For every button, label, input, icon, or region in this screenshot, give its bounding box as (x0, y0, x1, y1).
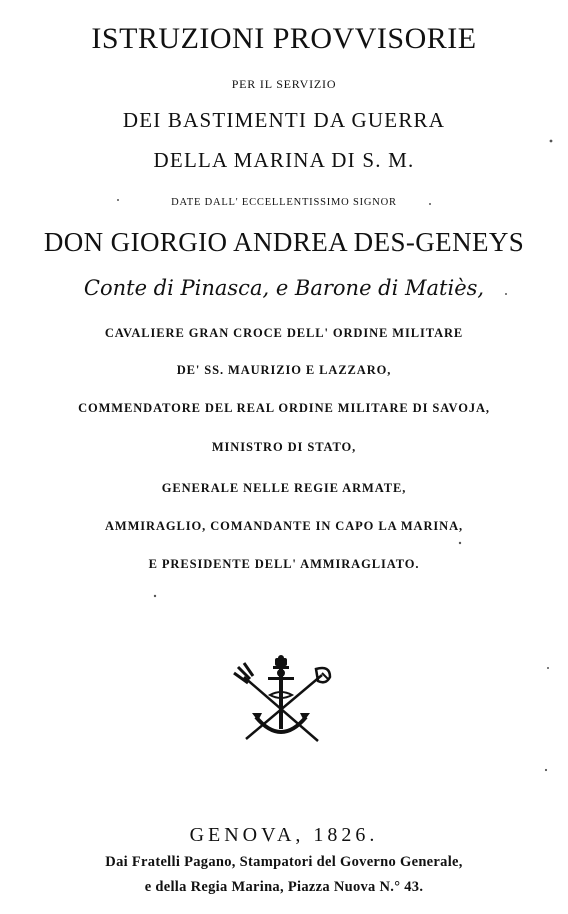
author-name: DON GIORGIO ANDREA DES-GENEYS (43, 227, 525, 257)
honor-line-3: COMMENDATORE DEL REAL ORDINE MILITARE DI SAVOJA, (78, 401, 490, 415)
honor-line-2: DE' SS. MAURIZIO E LAZZARO, (176, 363, 392, 377)
given-by-line: DATE DALL' ECCELLENTISSIMO SIGNOR (171, 197, 397, 208)
naval-anchor-trident-crown-icon (226, 655, 336, 747)
subtitle-ships: DEI BASTIMENTI DA GUERRA (122, 108, 446, 132)
book-title: ISTRUZIONI PROVVISORIE (91, 22, 477, 55)
printer-line-2: e della Regia Marina, Piazza Nuova N.° 43. (144, 879, 424, 895)
subtitle-navy: DELLA MARINA DI S. M. (153, 148, 415, 172)
count-baron-line: Conte di Pinasca, e Barone di Matiès, (83, 276, 485, 300)
honor-line-7: E PRESIDENTE DELL' AMMIRAGLIATO. (148, 557, 420, 571)
subtitle-service: PER IL SERVIZIO (231, 77, 337, 91)
honor-line-1: CAVALIERE GRAN CROCE DELL' ORDINE MILITARE (104, 326, 464, 340)
printer-line-1: Dai Fratelli Pagano, Stampatori del Governo Generale, (105, 854, 463, 870)
honor-line-4: MINISTRO DI STATO, (211, 440, 357, 454)
place-and-year: GENOVA, 1826. (189, 824, 379, 846)
honor-line-5: GENERALE NELLE REGIE ARMATE, (161, 481, 407, 495)
honor-line-6: AMMIRAGLIO, COMANDANTE IN CAPO LA MARINA, (104, 519, 464, 533)
